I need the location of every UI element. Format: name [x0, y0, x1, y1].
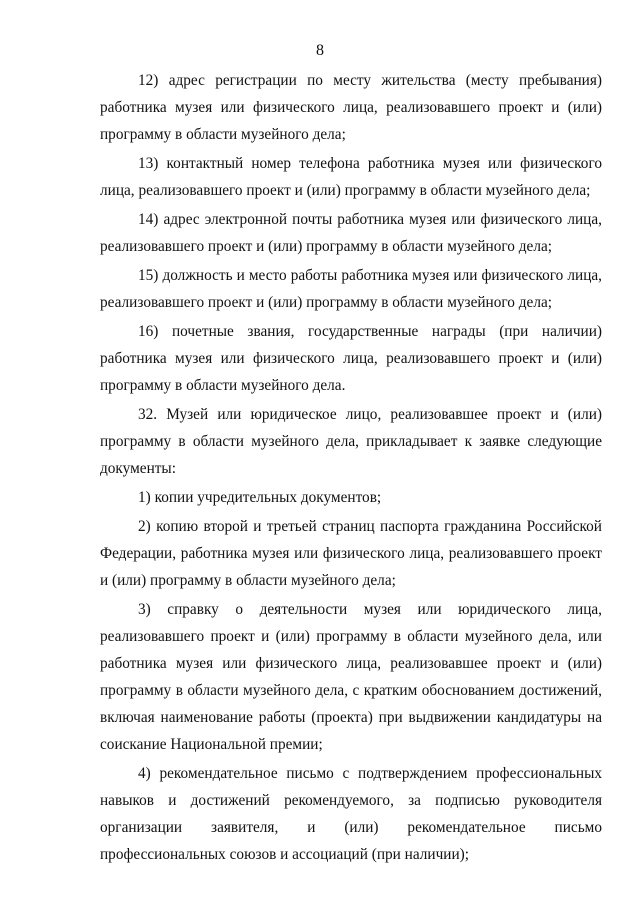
paragraph-clause-32: 32. Музей или юридическое лицо, реализовавшее проект и (или) программу в области музейного дела, прикладывает к заявке следующие документы: [100, 406, 602, 477]
document-body [100, 67, 602, 870]
paragraph-doc-4: 4) рекомендательное письмо с подтверждением профессиональных навыков и достижений рекомендуемого, за подписью руководителя организации заявителя, и (или) рекомендательное письмо профессиональных союзов и ассоциаций (при наличии); [100, 765, 602, 863]
paragraph-item-13: 13) контактный номер телефона работника музея или физического лица, реализовавшего проект и (или) программу в области музейного дела; [100, 155, 602, 199]
paragraph-doc-3: 3) справку о деятельности музея или юридического лица, реализовавшего проект и (или) программу в области музейного дела, или работника музея или физического лица, реализовавшее проект и (или) программу в области музейного дела, с кратким обоснованием достижений, включая наименование работы (проекта) при выдвижении кандидатуры на соискание Национальной премии; [100, 601, 602, 753]
paragraph-item-15: 15) должность и место работы работника музея или физического лица, реализовавшего проект и (или) программу в области музейного дела; [100, 267, 602, 311]
paragraph-item-16: 16) почетные звания, государственные награды (при наличии) работника музея или физического лица, реализовавшего проект и (или) программу в области музейного дела. [100, 323, 602, 394]
page-number: 8 [316, 42, 324, 59]
paragraph-item-12: 12) адрес регистрации по месту жительства (месту пребывания) работника музея или физического лица, реализовавшего проект и (или) программу в области музейного дела; [100, 72, 602, 143]
paragraph-doc-2: 2) копию второй и третьей страниц паспорта гражданина Российской Федерации, работника музея или физического лица, реализовавшего проект и (или) программу в области музейного дела; [100, 518, 602, 589]
paragraph-item-14: 14) адрес электронной почты работника музея или физического лица, реализовавшего проект и (или) программу в области музейного дела; [100, 211, 602, 255]
paragraph-doc-1: 1) копии учредительных документов; [138, 489, 382, 506]
